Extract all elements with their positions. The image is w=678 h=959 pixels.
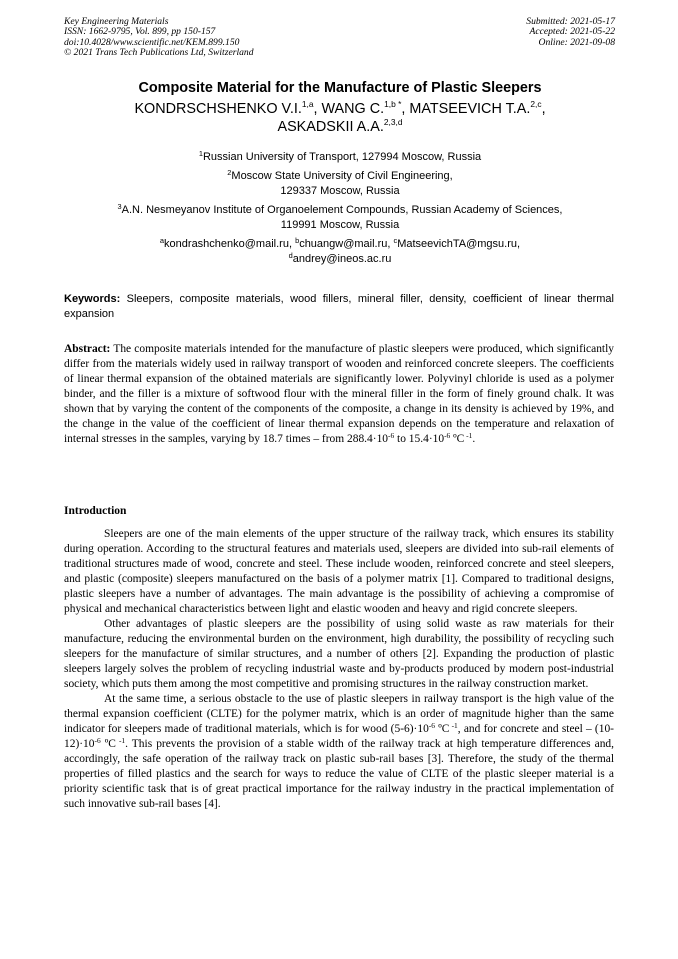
issn-line: ISSN: 1662-9795, Vol. 899, pp 150-157 — [64, 26, 216, 38]
author-superscript: 2,3,d — [383, 117, 403, 127]
abstract-text: to 15.4·10 — [394, 433, 445, 445]
email-marker: c — [393, 236, 398, 245]
email-address: kondrashchenko@mail.ru, — [164, 238, 296, 250]
author-superscript: 2,c — [530, 99, 542, 109]
affiliation — [66, 203, 614, 233]
keywords-label: Keywords: — [64, 293, 121, 305]
affiliation-number: 2 — [227, 168, 232, 177]
publication-dates — [526, 17, 615, 48]
exponent: -1 — [449, 721, 458, 730]
abstract — [64, 342, 614, 447]
author-name: KONDRSCHSHENKO V.I. — [134, 101, 302, 117]
email-marker: a — [159, 236, 165, 245]
affiliation-text: Russian University of Transport, 127994 Moscow, Russia — [202, 151, 482, 163]
abstract-text: The composite materials intended for the manufacture of plastic sleepers were produced, which significantly differ from the materials widely used in railway transport of wooden and reinforced concrete sleepers. The coefficients of linear thermal expansion of the obtained materials are significantly lower. Polyvinyl chloride is used as a polymer binder, and the filler is a mixture of softwood flour with the mineral filler in the form of finely ground chalk. It was shown that by varying the content of the components of the composite, a change in its density is achieved by 19%, and the change in the value of the coefficient of linear thermal expansion depends on the temperature and relaxation of internal stresses in the samples, varying by 18.7 times – from 288.4·10 — [64, 343, 615, 445]
affiliation — [66, 150, 614, 165]
affiliation-number: 1 — [198, 149, 203, 158]
abstract-label: Abstract: — [64, 343, 111, 355]
paragraph: Other advantages of plastic sleepers are the possibility of using solid waste as raw materials for their manufacture, reducing the environmental burden on the environment, high durability, the possibility of recycling such sleepers for the manufacture of similar structures, and a number of others [2]. Expanding the production of plastic sleepers largely solves the problem of recycling industrial waste and by-products produced by modern post-industrial society, which puts them among the most competitive and promising structures in the railway construction market. — [64, 618, 614, 690]
exponent: -6 — [94, 736, 101, 745]
exponent: -1 — [464, 431, 473, 440]
email-list — [66, 237, 614, 267]
journal-name: Key Engineering Materials — [64, 16, 169, 27]
exponent: -6 — [444, 431, 451, 440]
paragraph-text: At the same time, a serious obstacle to the use of plastic sleepers in railway transport is the high value of the thermal expansion coefficient (CLTE) for the polymer matrix, which is an order of magnitude higher than the same indicator for sleepers made of traditional materials, which is for wood (5-6)·10 — [64, 693, 614, 735]
abstract-text: . — [472, 433, 476, 445]
affiliation-text: A.N. Nesmeyanov Institute of Organoelement Compounds, Russian Academy of Sciences, — [121, 204, 563, 216]
author-separator: , — [313, 101, 322, 117]
author-name: ASKADSKII A.A. — [277, 119, 384, 135]
paper-title: Composite Material for the Manufacture of Plastic Sleepers — [138, 80, 542, 96]
paragraph-text: , and for concrete and steel – (10-12)·10 — [64, 723, 614, 750]
author-list — [70, 100, 610, 136]
exponent: -6 — [428, 721, 435, 730]
online-date: Online: 2021-09-08 — [538, 36, 615, 48]
introduction-body — [64, 527, 614, 812]
exponent: -6 — [388, 431, 395, 440]
email-marker: d — [288, 251, 293, 260]
doi-line: doi:10.4028/www.scientific.net/KEM.899.150 — [64, 36, 240, 48]
email-address: chuangw@mail.ru, — [299, 238, 394, 250]
affiliation-text: 129337 Moscow, Russia — [280, 185, 400, 197]
author-separator: , — [541, 101, 546, 117]
affiliation-text: Moscow State University of Civil Engineering, — [231, 170, 453, 182]
affiliation-number: 3 — [117, 202, 122, 211]
publication-info — [64, 17, 254, 59]
submitted-date: Submitted: 2021-05-17 — [526, 16, 615, 27]
author-superscript: 1,b * — [384, 99, 402, 109]
exponent: -1 — [115, 736, 126, 745]
email-address: andrey@ineos.ac.ru — [292, 253, 392, 265]
keywords-text: Sleepers, composite materials, wood fillers, mineral filler, density, coefficient of linear thermal expansion — [64, 293, 614, 320]
paragraph-text: . This prevents the provision of a stable width of the railway track at high temperature differences and, accordingly, the safe operation of the railway track on plastic sub-rail bases [3]. Therefore, the study of the thermal properties of filled plastics and the search for ways to reduce the value of CLTE of the plastic sleeper material is a priority scientific task that is of great practical importance for the railway industry in the practical implementation of such innovative sub-rail bases [4]. — [64, 738, 614, 810]
author-superscript: 1,a — [301, 99, 314, 109]
unit-text: ºC — [100, 738, 116, 750]
email-address: MatseevichTA@mgsu.ru, — [397, 238, 521, 250]
section-heading: Introduction — [64, 505, 127, 517]
paragraph — [64, 692, 614, 812]
paragraph: Sleepers are one of the main elements of the upper structure of the railway track, which ensures its stability during operation. According to the structural features and materials used, sleepers are divided into sub-rail elements of traditional structures made of wood, concrete and steel. These include wooden, reinforced concrete and steel sleepers, and plastic (composite) sleepers manufactured on the basis of a polymer matrix [1]. Compared to traditional designs, plastic sleepers have a number of advantages. The main advantage is the possibility of achieving a compromise of physical and mechanical characteristics between light and elastic wooden and heavy and rigid concrete sleepers. — [64, 528, 614, 615]
author-name: MATSEEVICH T.A. — [409, 101, 531, 117]
author-name: WANG C. — [321, 101, 385, 117]
affiliations — [66, 150, 614, 271]
unit-text: ºC — [450, 433, 465, 445]
copyright-line: © 2021 Trans Tech Publications Ltd, Switzerland — [64, 47, 254, 59]
affiliation — [66, 169, 614, 199]
unit-text: ºC — [434, 723, 450, 735]
email-marker: b — [295, 236, 300, 245]
keywords — [64, 292, 614, 321]
accepted-date: Accepted: 2021-05-22 — [529, 26, 615, 38]
affiliation-text: 119991 Moscow, Russia — [280, 219, 400, 231]
author-separator: , — [401, 101, 410, 117]
